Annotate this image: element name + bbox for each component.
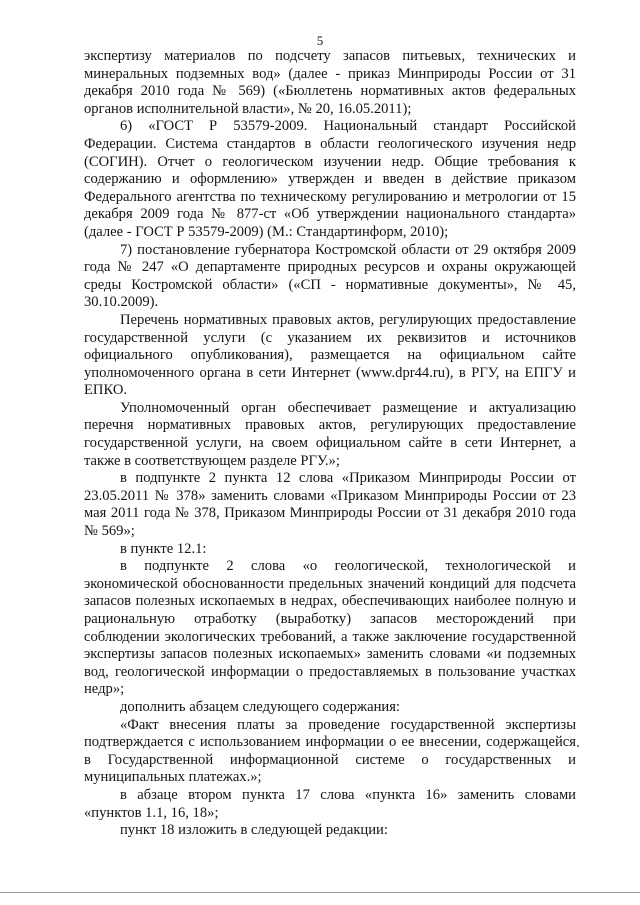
scan-speck <box>577 745 579 747</box>
paragraph-8: в подпункте 2 слова «о геологической, технологической и экономической обоснованности предельных значений кондиций для подсчета запасов полезных ископаемых в недрах, обеспечивающих наиболее полную и рациональную отработку (выработку) запасов месторождений при соблюдении экологических требований, а также заключение государственной экспертизы запасов полезных ископаемых» заменить словами «и подземных вод, геологической информации о предоставляемых в пользование участках недр»; <box>84 558 576 698</box>
paragraph-5: Уполномоченный орган обеспечивает размещение и актуализацию перечня нормативных правовых актов, регулирующих предоставление государственной услуги, на своем официальном сайте в сети Интернет, а также в соответствующем разделе РГУ.»; <box>84 399 576 469</box>
paragraph-10: «Факт внесения платы за проведение государственной экспертизы подтверждается с использованием информации о ее внесении, содержащейся в Государственной информационной системе о государственных и муниципальных платежах.»; <box>84 716 576 786</box>
paragraph-9: дополнить абзацем следующего содержания: <box>120 698 400 715</box>
paragraph-6: в подпункте 2 пункта 12 слова «Приказом Минприроды России от 23.05.2011 № 378» заменить словами «Приказом Минприроды России от 23 мая 2011 года № 378, Приказом Минприроды России от 31 декабря 2010 года № 569»; <box>84 470 576 540</box>
paragraph-3: 7) постановление губернатора Костромской области от 29 октября 2009 года № 247 «О департаменте природных ресурсов и охраны окружающей среды Костромской области» («СП - нормативные документы», № 45, 30.10.2009). <box>84 241 576 311</box>
paragraph-2: 6) «ГОСТ Р 53579-2009. Национальный стандарт Российской Федерации. Система стандартов в области геологического изучения недр (СОГИН). Отчет о геологическом изучении недр. Общие требования к содержанию и оформлению» утвержден и введен в действие приказом Федерального агентства по техническому регулированию и метрологии от 15 декабря 2009 года № 877-ст «Об утверждении национального стандарта» (далее - ГОСТ Р 53579-2009) (М.: Стандартинформ, 2010); <box>84 118 576 240</box>
paragraph-7: в пункте 12.1: <box>120 540 207 557</box>
paragraph-4: Перечень нормативных правовых актов, регулирующих предоставление государственной услуги (с указанием их реквизитов и источников официального опубликования), размещается на официальном сайте уполномоченного органа в сети Интернет (www.dpr44.ru), в РГУ, на ЕПГУ и ЕПКО. <box>84 311 576 399</box>
scan-edge-line <box>0 892 640 893</box>
paragraph-11: в абзаце втором пункта 17 слова «пункта 16» заменить словами «пунктов 1.1, 16, 18»; <box>84 786 576 821</box>
paragraph-1: экспертизу материалов по подсчету запасов питьевых, технических и минеральных подземных вод» (далее - приказ Минприроды России от 31 декабря 2010 года № 569) («Бюллетень нормативных актов федеральных органов исполнительной власти», № 20, 16.05.2011); <box>84 48 576 117</box>
document-body <box>84 48 576 840</box>
paragraph-12: пункт 18 изложить в следующей редакции: <box>120 822 388 839</box>
page-number: 5 <box>316 33 324 48</box>
